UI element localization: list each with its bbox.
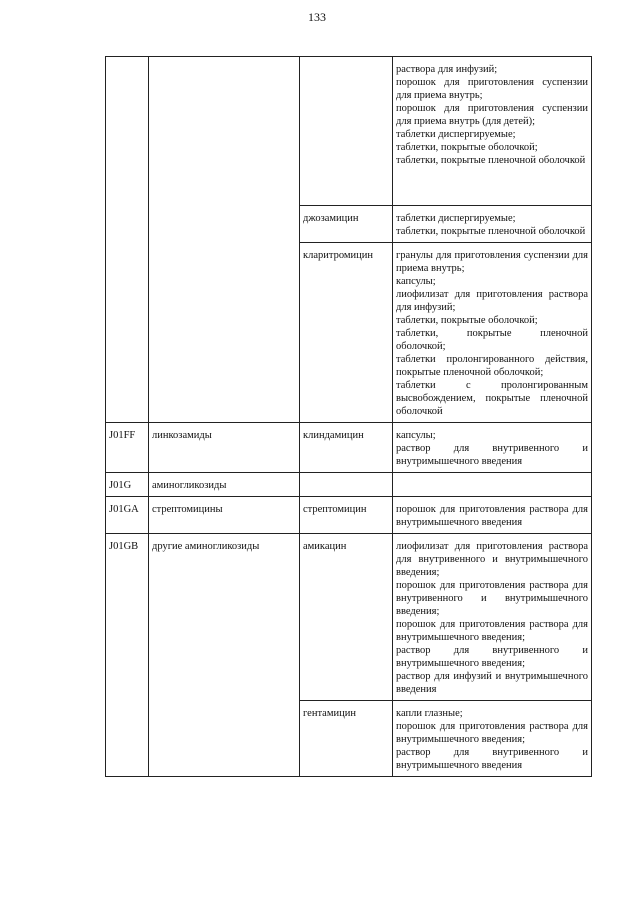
dosage-form: раствор для инфузий и внутримышечного введения <box>396 671 588 695</box>
group-cell: стрептомицины <box>149 497 300 534</box>
dosage-form-cell <box>393 423 592 473</box>
table-row <box>106 497 592 534</box>
dosage-form-cell <box>393 57 592 206</box>
atc-code-cell: J01GA <box>106 497 149 534</box>
dosage-form-cell <box>393 701 592 777</box>
dosage-form: раствора для инфузий; <box>396 64 498 75</box>
dosage-form: капсулы; <box>396 276 436 287</box>
dosage-form: порошок для приготовления раствора для внутримышечного введения <box>396 504 588 528</box>
drug-cell: кларитромицин <box>300 243 393 423</box>
table-row <box>106 473 592 497</box>
drug-cell: гентамицин <box>300 701 393 777</box>
atc-code-cell: J01FF <box>106 423 149 473</box>
dosage-form: порошок для приготовления суспензии для приема внутрь; <box>396 77 588 101</box>
dosage-form: таблетки, покрытые пленочной оболочкой <box>396 155 586 166</box>
dosage-form-cell <box>393 497 592 534</box>
drug-cell <box>300 57 393 206</box>
drug-cell: стрептомицин <box>300 497 393 534</box>
drug-cell <box>300 473 393 497</box>
dosage-form: капли глазные; <box>396 708 463 719</box>
table-row <box>106 534 592 701</box>
table-row <box>106 57 592 206</box>
dosage-form: лиофилизат для приготовления раствора для внутривенного и внутримышечного введения; <box>396 541 588 578</box>
page-number: 133 <box>308 10 326 24</box>
group-cell: другие аминогликозиды <box>149 534 300 777</box>
atc-code-cell: J01GB <box>106 534 149 777</box>
dosage-form: гранулы для приготовления суспензии для приема внутрь; <box>396 250 588 274</box>
dosage-form-cell <box>393 473 592 497</box>
dosage-form-cell <box>393 243 592 423</box>
drug-table <box>105 56 592 777</box>
dosage-form: лиофилизат для приготовления раствора для инфузий; <box>396 289 588 313</box>
drug-cell: джозамицин <box>300 206 393 243</box>
group-cell: аминогликозиды <box>149 473 300 497</box>
dosage-form-cell <box>393 534 592 701</box>
dosage-form-cell <box>393 206 592 243</box>
group-cell: линкозамиды <box>149 423 300 473</box>
dosage-form: таблетки пролонгированного действия, покрытые пленочной оболочкой; <box>396 354 588 378</box>
dosage-form: таблетки с пролонгированным высвобождением, покрытые пленочной оболочкой <box>396 380 588 417</box>
dosage-form: порошок для приготовления раствора для внутримышечного введения; <box>396 619 588 643</box>
dosage-form: таблетки, покрытые оболочкой; <box>396 315 538 326</box>
dosage-form: таблетки, покрытые пленочной оболочкой <box>396 226 586 237</box>
drug-cell: клиндамицин <box>300 423 393 473</box>
dosage-form: таблетки, покрытые пленочной оболочкой; <box>396 328 588 352</box>
group-cell <box>149 57 300 423</box>
dosage-form: порошок для приготовления раствора для внутримышечного введения; <box>396 721 588 745</box>
dosage-form: капсулы; <box>396 430 436 441</box>
dosage-form: таблетки, покрытые оболочкой; <box>396 142 538 153</box>
dosage-form: порошок для приготовления суспензии для приема внутрь (для детей); <box>396 103 588 127</box>
dosage-form: раствор для внутривенного и внутримышечного введения; <box>396 645 588 669</box>
atc-code-cell <box>106 57 149 423</box>
dosage-form: порошок для приготовления раствора для внутривенного и внутримышечного введения; <box>396 580 588 617</box>
dosage-form: раствор для внутривенного и внутримышечного введения <box>396 443 588 467</box>
atc-code-cell: J01G <box>106 473 149 497</box>
dosage-form: таблетки диспергируемые; <box>396 213 516 224</box>
dosage-form: раствор для внутривенного и внутримышечного введения <box>396 747 588 771</box>
table-row <box>106 423 592 473</box>
dosage-form: таблетки диспергируемые; <box>396 129 516 140</box>
drug-cell: амикацин <box>300 534 393 701</box>
